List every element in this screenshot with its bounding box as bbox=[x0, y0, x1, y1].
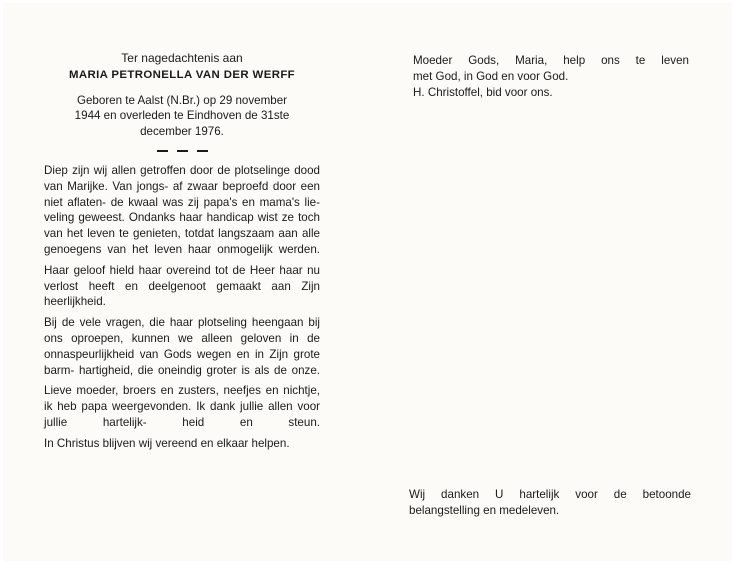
born-line: Geboren te Aalst (N.Br.) op 29 november bbox=[76, 93, 288, 107]
prayer-line: H. Christoffel, bid voor ons. bbox=[413, 85, 553, 99]
paragraph: Bij de vele vragen, die haar plotseling heengaan bij ons oproepen, kunnen we alleen geloven in de onnaspeurlijkheid van Gods wegen en in Zijn grote barm- hartigheid, die oneindig groter is als de onze. bbox=[44, 316, 320, 377]
paragraph: Diep zijn wij allen getroffen door de plotselinge dood van Marijke. Van jongs- af zwaar beproefd door een niet aflaten- de kwaal was zij papa's en mama's lie- veling geweest. Ondanks haar handicap wist ze toch van het leven te genieten, totdat langszaam aan alle genoegens van het leven haar onmogelijk werden. bbox=[44, 163, 320, 256]
birth-death-info bbox=[44, 93, 320, 140]
thanks-line: Wij danken U hartelijk voor de betoonde bbox=[409, 488, 691, 501]
dash bbox=[177, 150, 188, 152]
born-line: december 1976. bbox=[140, 125, 224, 139]
prayer-line: met God, in God en voor God. bbox=[413, 69, 569, 83]
memorial-card bbox=[3, 3, 732, 561]
deceased-name: MARIA PETRONELLA VAN DER WERFF bbox=[68, 68, 296, 81]
paragraph: Haar geloof hield haar overeind tot de Heer haar nu verlost heeft en deelgenoot gemaakt aan Zijn heerlijkheid. bbox=[44, 263, 320, 309]
dash bbox=[197, 150, 208, 152]
thanks-line: belangstelling en medeleven. bbox=[409, 503, 560, 517]
thanks-note bbox=[409, 487, 691, 519]
paragraph: Lieve moeder, broers en zusters, neefjes en nichtje, ik heb papa weergevonden. Ik dank jullie allen voor jullie hartelijk- heid en steun. bbox=[44, 384, 320, 429]
prayer-line: Moeder Gods, Maria, help ons te leven bbox=[413, 54, 689, 67]
separator-dashes bbox=[44, 144, 320, 158]
dash bbox=[157, 150, 168, 152]
left-column bbox=[44, 51, 320, 457]
prayer bbox=[413, 53, 689, 100]
born-line: 1944 en overleden te Eindhoven de 31ste bbox=[74, 109, 290, 123]
paragraph: In Christus blijven wij vereend en elkaar helpen. bbox=[44, 436, 290, 450]
memorial-heading: Ter nagedachtenis aan bbox=[121, 51, 243, 65]
